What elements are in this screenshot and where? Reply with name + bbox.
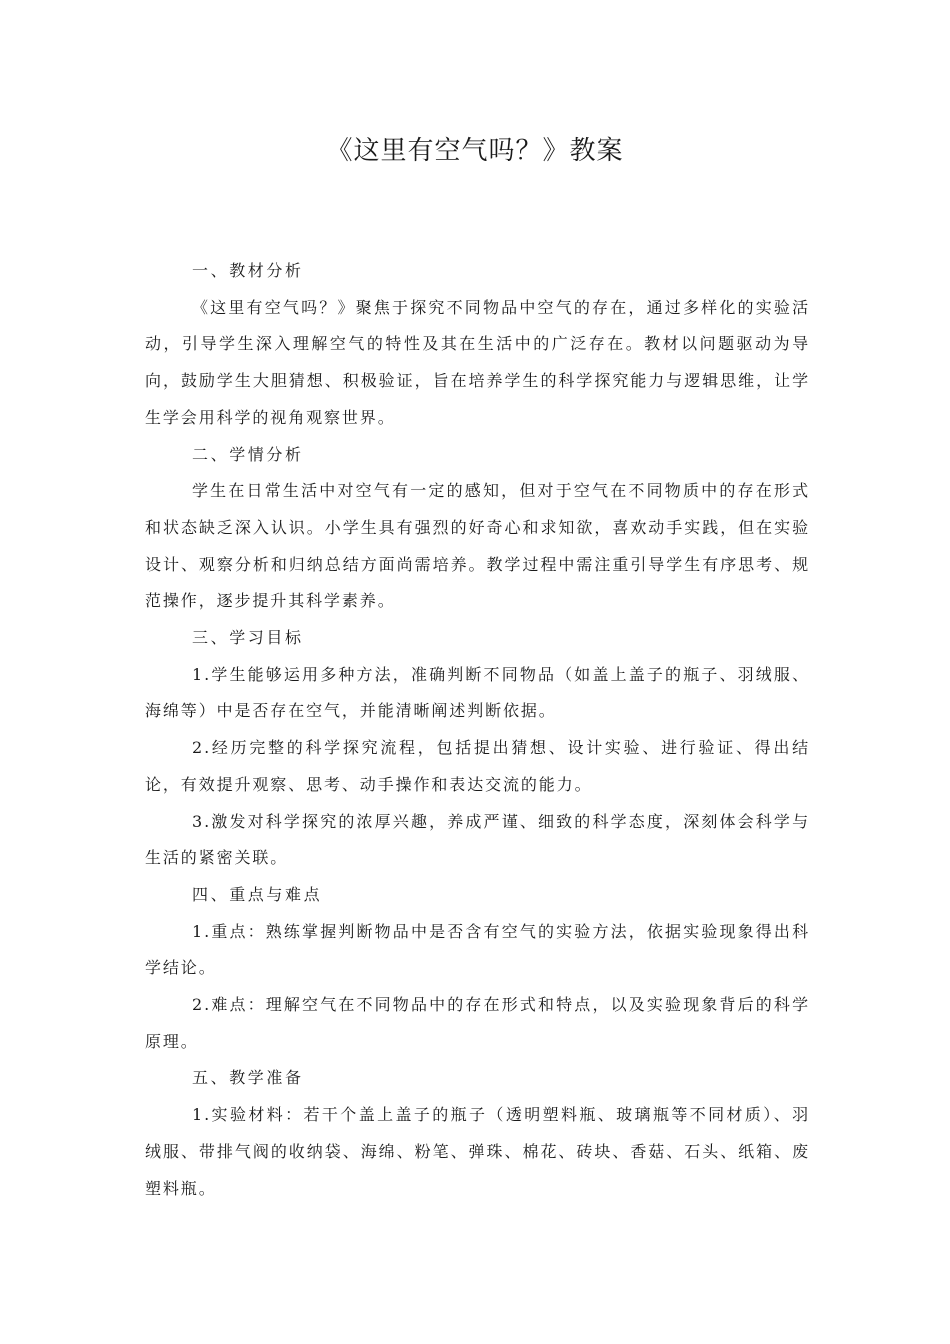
section-paragraph: 3.激发对科学探究的浓厚兴趣，养成严谨、细致的科学态度，深刻体会科学与生活的紧密关联。 bbox=[145, 811, 810, 868]
section-paragraph: 2.难点：理解空气在不同物品中的存在形式和特点，以及实验现象背后的科学原理。 bbox=[145, 995, 810, 1051]
section-heading: 三、学习目标 bbox=[192, 628, 304, 648]
document-body bbox=[145, 253, 810, 1207]
section-heading: 一、教材分析 bbox=[192, 261, 304, 280]
section-paragraph: 2.经历完整的科学探究流程，包括提出猜想、设计实验、进行验证、得出结论，有效提升观察、思考、动手操作和表达交流的能力。 bbox=[145, 738, 810, 794]
section-paragraph: 1.学生能够运用多种方法，准确判断不同物品（如盖上盖子的瓶子、羽绒服、海绵等）中是否存在空气，并能清晰阐述判断依据。 bbox=[145, 664, 810, 721]
document-title: 《这里有空气吗？》教案 bbox=[326, 136, 624, 166]
section-heading: 五、教学准备 bbox=[192, 1068, 304, 1088]
section-paragraph: 1.实验材料：若干个盖上盖子的瓶子（透明塑料瓶、玻璃瓶等不同材质）、羽绒服、带排气阀的收纳袋、海绵、粉笔、弹珠、棉花、砖块、香菇、石头、纸箱、废塑料瓶。 bbox=[145, 1105, 810, 1198]
section-paragraph: 学生在日常生活中对空气有一定的感知，但对于空气在不同物质中的存在形式和状态缺乏深入认识。小学生具有强烈的好奇心和求知欲，喜欢动手实践，但在实验设计、观察分析和归纳总结方面尚需培养。教学过程中需注重引导学生有序思考、规范操作，逐步提升其科学素养。 bbox=[145, 481, 810, 611]
section-heading: 四、重点与难点 bbox=[192, 884, 323, 904]
section-heading: 二、学情分析 bbox=[192, 444, 304, 464]
section-paragraph: 1.重点：熟练掌握判断物品中是否含有空气的实验方法，依据实验现象得出科学结论。 bbox=[145, 921, 810, 978]
section-paragraph: 《这里有空气吗？》聚焦于探究不同物品中空气的存在，通过多样化的实验活动，引导学生深入理解空气的特性及其在生活中的广泛存在。教材以问题驱动为导向，鼓励学生大胆猜想、积极验证，旨在培养学生的科学探究能力与逻辑思维，让学生学会用科学的视角观察世界。 bbox=[145, 297, 810, 427]
